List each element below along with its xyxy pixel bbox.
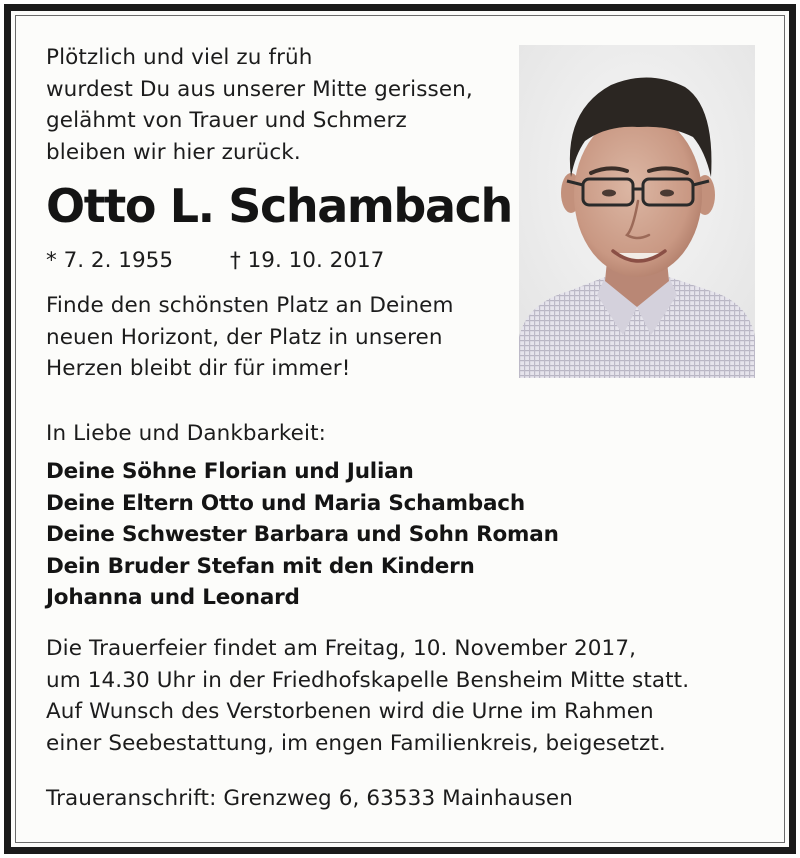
intro-line: Plötzlich und viel zu früh bbox=[46, 45, 313, 70]
verse-line: neuen Horizont, der Platz in unseren bbox=[46, 324, 443, 350]
thanks-line: In Liebe und Dankbarkeit: bbox=[46, 421, 326, 446]
birth-date: * 7. 2. 1955 bbox=[46, 248, 173, 273]
verse-line: Finde den schönsten Platz an Deinem bbox=[46, 293, 454, 318]
death-date: † 19. 10. 2017 bbox=[230, 248, 385, 273]
mourning-address: Traueranschrift: Grenzweg 6, 63533 Mainhausen bbox=[46, 786, 573, 811]
intro-text bbox=[46, 42, 473, 168]
family-member-line: Deine Söhne Florian und Julian bbox=[46, 459, 414, 484]
ceremony-line: Auf Wunsch des Verstorbenen wird die Urne im Rahmen bbox=[46, 699, 654, 724]
family-member-line: Johanna und Leonard bbox=[46, 585, 300, 610]
family-list bbox=[46, 456, 559, 614]
ceremony-line: einer Seebestattung, im engen Familienkreis, beigesetzt. bbox=[46, 730, 666, 756]
verse-text bbox=[46, 290, 454, 385]
portrait-illustration bbox=[519, 45, 755, 378]
portrait-photo bbox=[519, 45, 755, 378]
intro-line: wurdest Du aus unserer Mitte gerissen, bbox=[46, 76, 473, 102]
family-member-line: Deine Schwester Barbara und Sohn Roman bbox=[46, 522, 559, 547]
life-dates bbox=[46, 246, 385, 276]
intro-line: bleiben wir hier zurück. bbox=[46, 139, 301, 165]
ceremony-line: Die Trauerfeier findet am Freitag, 10. November 2017, bbox=[46, 636, 637, 661]
ceremony-text bbox=[46, 633, 689, 759]
family-member-line: Dein Bruder Stefan mit den Kindern bbox=[46, 553, 475, 579]
intro-line: gelähmt von Trauer und Schmerz bbox=[46, 108, 407, 133]
verse-line: Herzen bleibt dir für immer! bbox=[46, 356, 351, 381]
deceased-name: Otto L. Schambach bbox=[46, 179, 512, 233]
family-member-line: Deine Eltern Otto und Maria Schambach bbox=[46, 490, 525, 516]
ceremony-line: um 14.30 Uhr in der Friedhofskapelle Bensheim Mitte statt. bbox=[46, 667, 690, 693]
